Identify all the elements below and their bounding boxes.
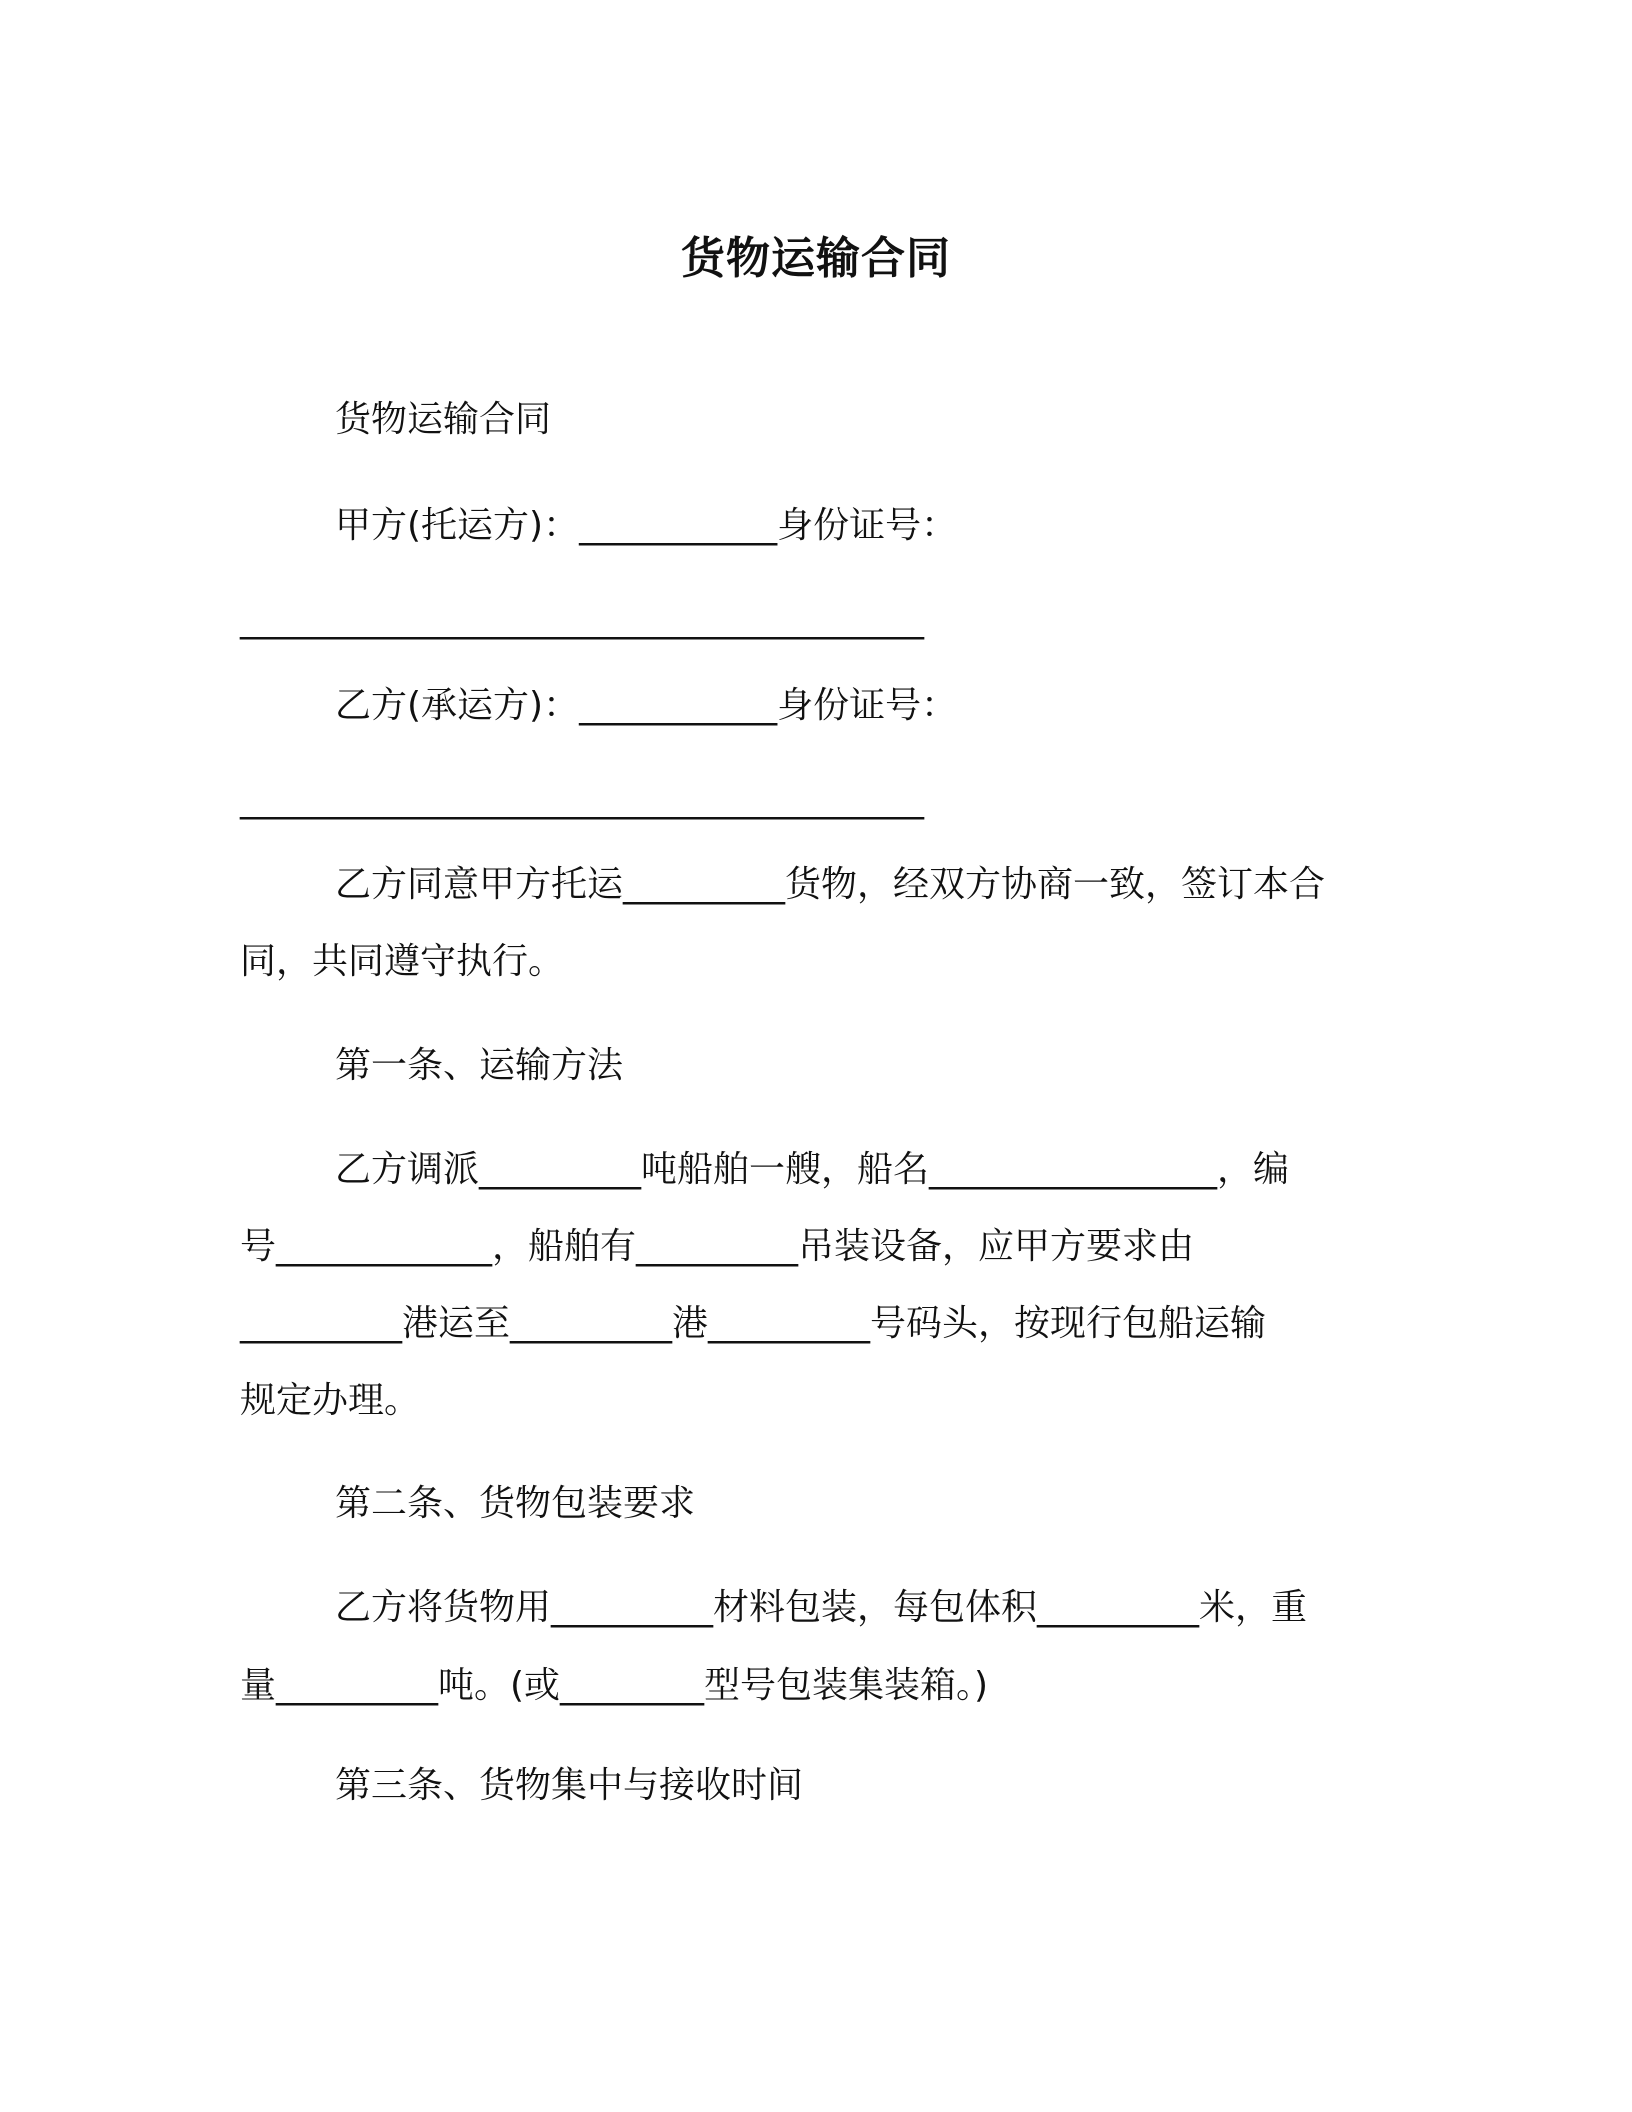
article-1-line-2: 号____________，船舶有_________吊装设备，应甲方要求由 xyxy=(240,1226,1195,1267)
article-3-heading: 第三条、货物集中与接收时间 xyxy=(335,1765,804,1806)
party-a-line: 甲方(托运方)：___________身份证号： xyxy=(335,505,958,546)
document-title: 货物运输合同 xyxy=(681,233,951,284)
article-2-line-2: 量_________吨。(或________型号包装集装箱。) xyxy=(240,1665,989,1706)
article-1-heading: 第一条、运输方法 xyxy=(335,1045,624,1086)
subtitle-line: 货物运输合同 xyxy=(335,399,552,440)
article-1-line-1: 乙方调派_________吨船舶一艘，船名________________，编 xyxy=(335,1149,1290,1190)
article-1-line-4: 规定办理。 xyxy=(240,1380,421,1421)
party-a-blank-line: ______________________________________ xyxy=(240,599,924,640)
article-2-heading: 第二条、货物包装要求 xyxy=(335,1483,696,1524)
party-b-line: 乙方(承运方)：___________身份证号： xyxy=(335,685,958,726)
article-1-line-3: _________港运至_________港_________号码头，按现行包船运输 xyxy=(240,1303,1267,1344)
agreement-line-2: 同，共同遵守执行。 xyxy=(240,941,565,982)
article-2-line-1: 乙方将货物用_________材料包装，每包体积_________米，重 xyxy=(335,1587,1308,1628)
party-b-blank-line: ______________________________________ xyxy=(240,779,924,820)
agreement-line-1: 乙方同意甲方托运_________货物，经双方协商一致，签订本合 xyxy=(335,864,1326,905)
